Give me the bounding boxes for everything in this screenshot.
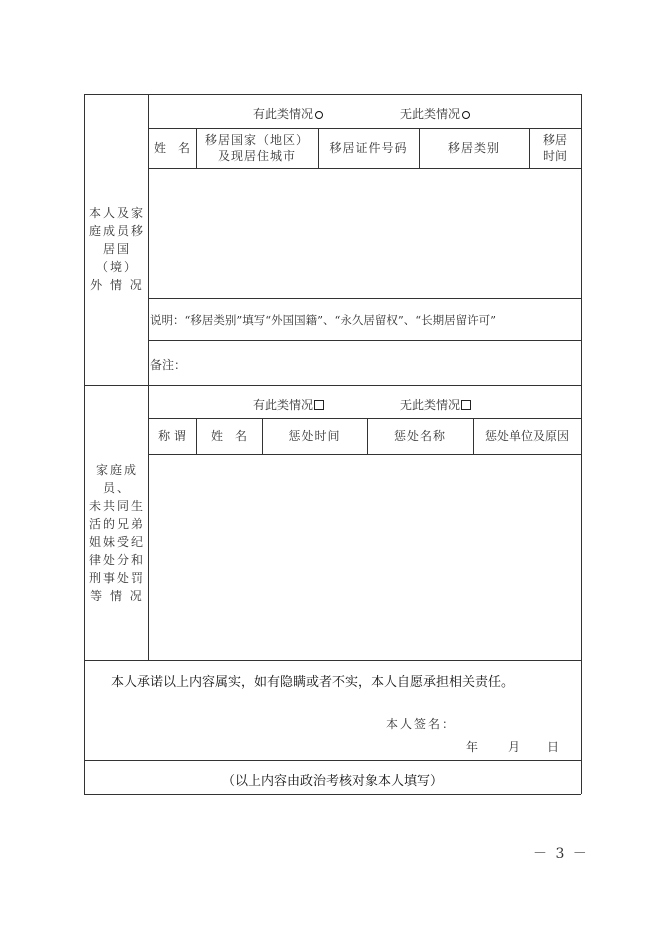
section1-options-no bbox=[400, 105, 470, 122]
option-yes-label: 有此类情况 bbox=[253, 107, 314, 121]
footer-note: （以上内容由政治考核对象本人填写） bbox=[222, 774, 444, 789]
header-relation: 称 谓 bbox=[158, 429, 186, 443]
section2-options-no bbox=[400, 396, 471, 413]
page-number: － 3 － bbox=[533, 846, 589, 862]
option-no-radio[interactable] bbox=[462, 111, 470, 119]
header-document-number: 移居证件号码 bbox=[329, 141, 408, 155]
header-name: 姓 名 bbox=[210, 429, 247, 443]
date-month: 月 bbox=[508, 740, 521, 754]
signature-label: 本人签名： bbox=[386, 717, 457, 731]
section1-label: 本人及家 庭成员移 居国（境） 外 情 况 bbox=[88, 206, 145, 292]
header-country-city: 移居国家（地区） 及现居住城市 bbox=[204, 133, 309, 163]
section1-options bbox=[253, 105, 323, 122]
option-yes-checkbox[interactable] bbox=[314, 400, 324, 410]
section1-note: 说明：“移居类别”填写“外国国籍”、“永久居留权”、“长期居留许可” bbox=[150, 313, 497, 327]
option-yes-radio[interactable] bbox=[315, 111, 323, 119]
header-migration-type: 移居类别 bbox=[447, 141, 500, 155]
date-year: 年 bbox=[466, 740, 479, 754]
option-no-checkbox[interactable] bbox=[461, 400, 471, 410]
header-penalty-unit-reason: 惩处单位及原因 bbox=[484, 429, 569, 443]
date-day: 日 bbox=[547, 740, 560, 754]
header-name: 姓 名 bbox=[153, 141, 190, 155]
option-yes-label: 有此类情况 bbox=[253, 398, 314, 412]
option-no-label: 无此类情况 bbox=[400, 398, 461, 412]
section1-remark: 备注： bbox=[150, 358, 187, 372]
header-penalty-name: 惩处名称 bbox=[393, 429, 446, 443]
section2-label: 家庭成员、 未共同生 活的兄弟 姐妹受纪 律处分和 刑事处罚 等 情 况 bbox=[88, 463, 145, 603]
option-no-label: 无此类情况 bbox=[400, 107, 461, 121]
header-penalty-time: 惩处时间 bbox=[288, 429, 341, 443]
header-migration-time: 移居 时间 bbox=[542, 133, 567, 163]
pledge-text: 本人承诺以上内容属实，如有隐瞒或者不实，本人自愿承担相关责任。 bbox=[111, 675, 515, 690]
section2-options bbox=[253, 396, 324, 413]
